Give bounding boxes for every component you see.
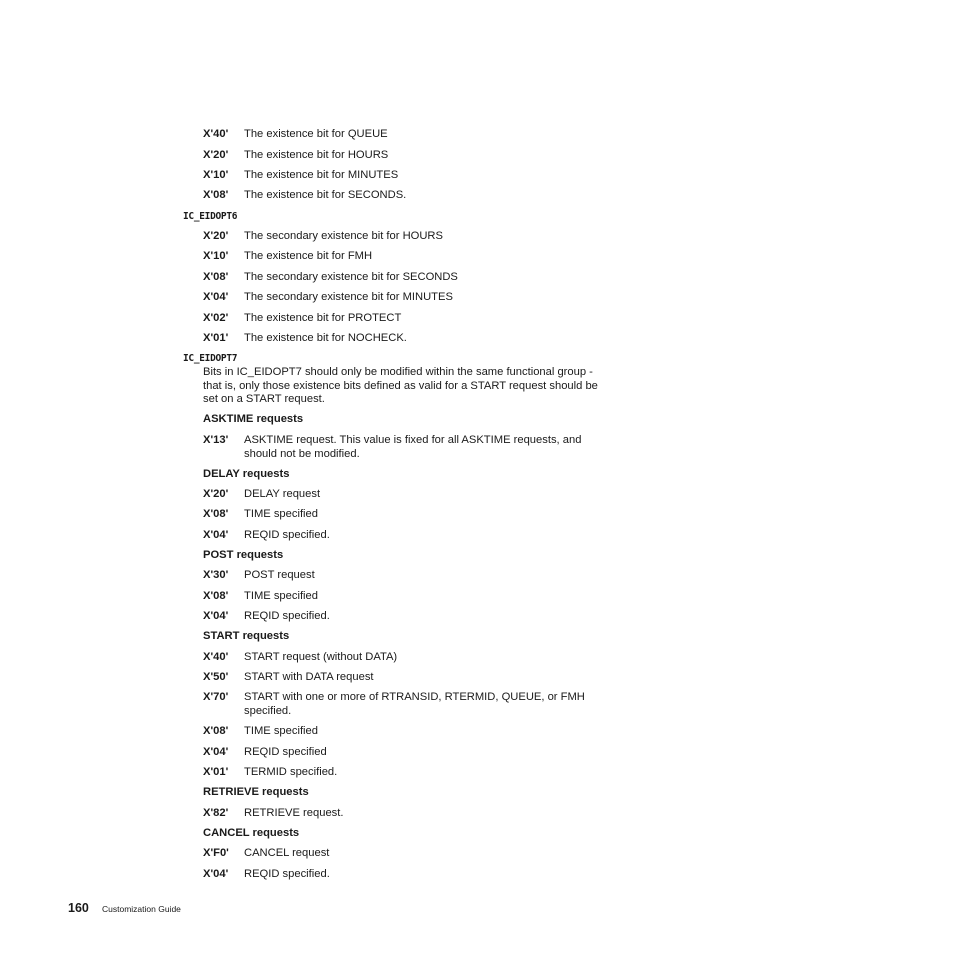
bit-code: X'30'	[203, 569, 229, 581]
bit-code: X'04'	[203, 529, 229, 541]
bit-description: POST request	[244, 569, 315, 581]
bit-description: TERMID specified.	[244, 766, 338, 778]
bit-code: X'01'	[203, 766, 229, 778]
bit-code: X'02'	[203, 312, 229, 324]
bit-description: The existence bit for NOCHECK.	[244, 332, 407, 344]
bit-description: The existence bit for FMH	[244, 250, 373, 262]
bit-description: TIME specified	[244, 508, 318, 520]
bit-description: CANCEL request	[244, 847, 330, 859]
section-heading-delay: DELAY requests	[203, 468, 290, 480]
bit-description: ASKTIME request. This value is fixed for all ASKTIME requests, and should not be modified.	[244, 434, 582, 460]
field-name-eidopt6: IC_EIDOPT6	[183, 211, 238, 222]
bit-description: TIME specified	[244, 725, 318, 737]
bit-description: The existence bit for SECONDS.	[244, 189, 407, 201]
section-heading-asktime: ASKTIME requests	[203, 413, 304, 425]
bit-code: X'20'	[203, 230, 229, 242]
bit-code: X'10'	[203, 169, 229, 181]
bit-code: X'08'	[203, 189, 229, 201]
bit-description: The existence bit for MINUTES	[244, 169, 399, 181]
bit-description: REQID specified.	[244, 529, 330, 541]
section-heading-start: START requests	[203, 630, 290, 642]
bit-code: X'20'	[203, 149, 229, 161]
bit-description: The existence bit for PROTECT	[244, 312, 402, 324]
bit-code: X'82'	[203, 807, 229, 819]
field-name-eidopt7: IC_EIDOPT7	[183, 353, 238, 364]
bit-description: START request (without DATA)	[244, 651, 398, 663]
bit-description: TIME specified	[244, 590, 318, 602]
bit-code: X'08'	[203, 590, 229, 602]
bit-code: X'50'	[203, 671, 229, 683]
bit-description: DELAY request	[244, 488, 321, 500]
bit-code: X'01'	[203, 332, 229, 344]
field-description: Bits in IC_EIDOPT7 should only be modified within the same functional group - that is, only those existence bits defined as valid for a START request should be set on a START request.	[203, 366, 598, 405]
bit-code: X'10'	[203, 250, 229, 262]
bit-code: X'F0'	[203, 847, 229, 859]
bit-description: The secondary existence bit for MINUTES	[244, 291, 453, 303]
page-number: 160	[68, 901, 89, 915]
bit-code: X'40'	[203, 128, 229, 140]
bit-description: REQID specified.	[244, 610, 330, 622]
bit-code: X'04'	[203, 746, 229, 758]
bit-code: X'04'	[203, 868, 229, 880]
bit-code: X'08'	[203, 725, 229, 737]
bit-code: X'40'	[203, 651, 229, 663]
bit-code: X'08'	[203, 508, 229, 520]
bit-code: X'20'	[203, 488, 229, 500]
section-heading-cancel: CANCEL requests	[203, 827, 300, 839]
bit-description: REQID specified	[244, 746, 327, 758]
bit-description: REQID specified.	[244, 868, 330, 880]
bit-description: START with one or more of RTRANSID, RTERMID, QUEUE, or FMH specified.	[244, 691, 585, 717]
bit-description: RETRIEVE request.	[244, 807, 344, 819]
bit-code: X'04'	[203, 610, 229, 622]
bit-description: The existence bit for HOURS	[244, 149, 389, 161]
bit-code: X'04'	[203, 291, 229, 303]
bit-description: START with DATA request	[244, 671, 374, 683]
section-heading-post: POST requests	[203, 549, 284, 561]
bit-description: The secondary existence bit for SECONDS	[244, 271, 458, 283]
bit-code: X'13'	[203, 434, 229, 446]
bit-code: X'08'	[203, 271, 229, 283]
book-title: Customization Guide	[102, 904, 181, 914]
section-heading-retrieve: RETRIEVE requests	[203, 786, 309, 798]
bit-code: X'70'	[203, 691, 229, 703]
bit-description: The secondary existence bit for HOURS	[244, 230, 443, 242]
bit-description: The existence bit for QUEUE	[244, 128, 388, 140]
